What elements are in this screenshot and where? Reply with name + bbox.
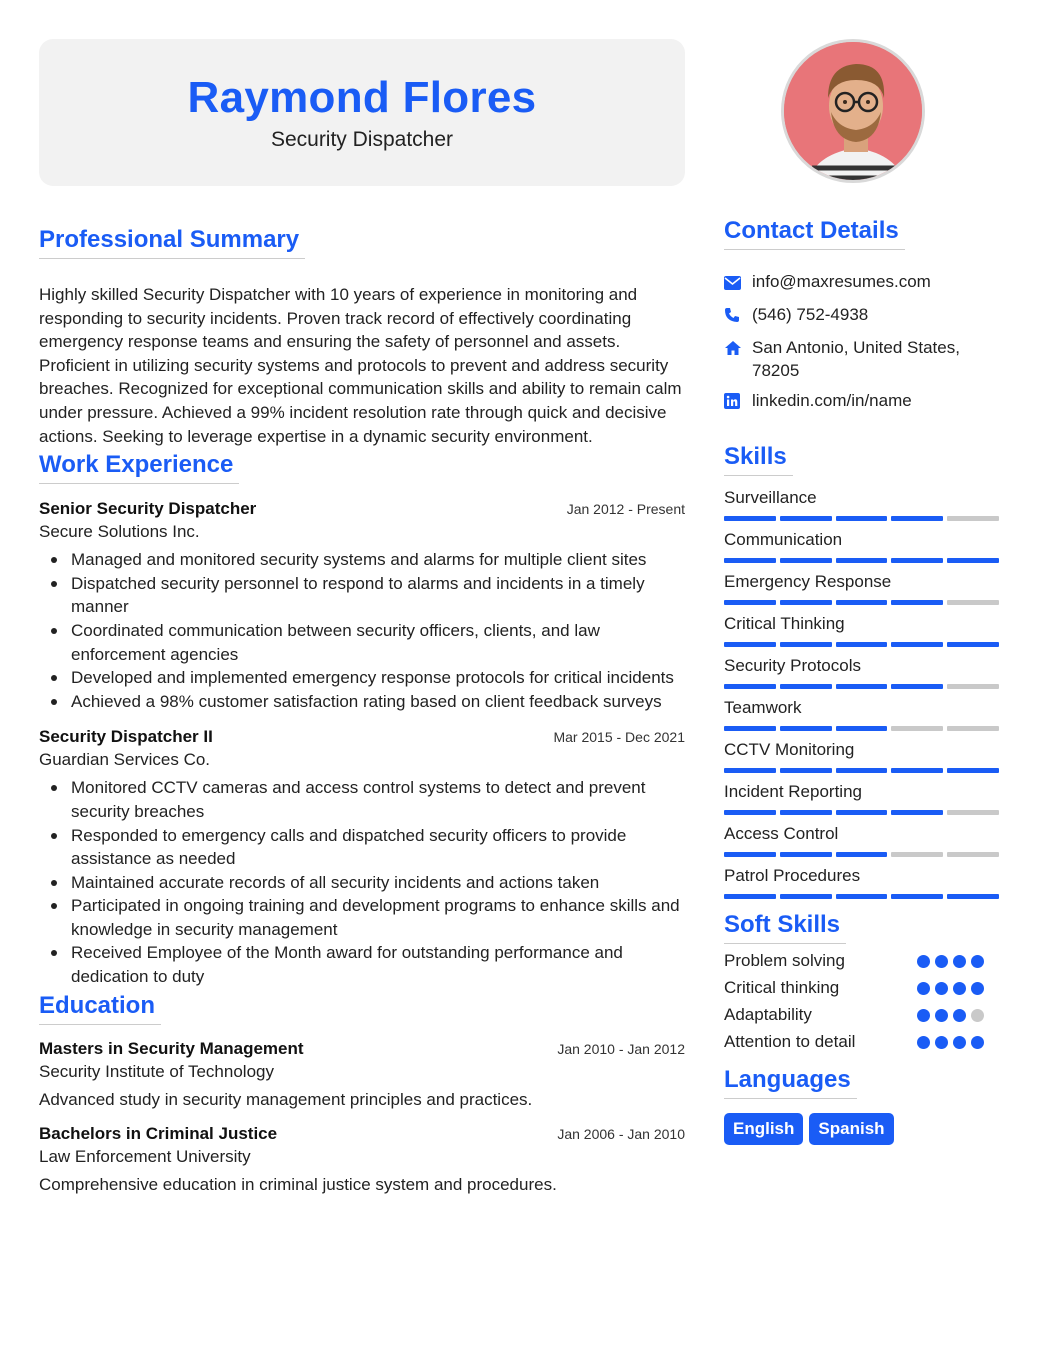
contact-phone[interactable] xyxy=(724,303,1004,329)
skill-level-segment xyxy=(947,684,999,689)
skill-level-segment xyxy=(891,642,943,647)
skill-level-bar xyxy=(724,642,999,647)
education-section xyxy=(39,992,685,1195)
skill-level-segment xyxy=(780,684,832,689)
skill-level-segment xyxy=(891,810,943,815)
skill-item xyxy=(724,530,1004,563)
skill-name: Surveillance xyxy=(724,488,817,507)
skills-section xyxy=(724,443,1004,899)
soft-skill-rating xyxy=(917,982,984,995)
job-company: Secure Solutions Inc. xyxy=(39,522,200,542)
avatar xyxy=(781,39,925,183)
skill-level-segment xyxy=(724,642,776,647)
skill-level-segment xyxy=(891,516,943,521)
education-date: Jan 2006 - Jan 2010 xyxy=(557,1125,685,1142)
summary-heading: Professional Summary xyxy=(39,226,305,259)
skill-level-segment xyxy=(947,894,999,899)
skill-level-segment xyxy=(724,600,776,605)
skill-level-bar xyxy=(724,558,999,563)
skill-level-segment xyxy=(780,894,832,899)
soft-skills-section xyxy=(724,911,1004,1052)
skill-level-segment xyxy=(891,852,943,857)
skill-level-segment xyxy=(780,516,832,521)
skill-level-segment xyxy=(891,558,943,563)
rating-dot xyxy=(935,1036,948,1049)
envelope-icon xyxy=(724,270,752,296)
summary-text: Highly skilled Security Dispatcher with 10 years of experience in monitoring and responding to security incidents. Proven track record of effectively coordinating emergency response teams and ensuring the safety of personnel and assets. Proficient in utilizing security systems and protocols to prevent and address security breaches. Recognized for exceptional communication skills and ability to remain calm under pressure. Achieved a 99% incident resolution rate through quick and decisive actions. Seeking to leverage expertise in a dynamic security environment. xyxy=(39,285,682,446)
rating-dot xyxy=(971,1036,984,1049)
main-column xyxy=(39,39,685,1195)
list-item: Achieved a 98% customer satisfaction rating based on client feedback surveys xyxy=(39,690,685,714)
soft-skill-name: Adaptability xyxy=(724,1005,812,1024)
list-item: Dispatched security personnel to respond to alarms and incidents in a timely manner xyxy=(39,572,685,619)
education-entry xyxy=(39,1124,685,1195)
skill-level-segment xyxy=(891,768,943,773)
soft-skill-item xyxy=(724,1032,984,1052)
job-bullets xyxy=(39,776,685,988)
skill-level-segment xyxy=(947,642,999,647)
experience-heading: Work Experience xyxy=(39,451,239,484)
job-role: Security Dispatcher II xyxy=(39,727,213,747)
job-entry xyxy=(39,727,685,988)
rating-dot xyxy=(953,1036,966,1049)
skill-level-segment xyxy=(947,852,999,857)
skill-level-segment xyxy=(947,600,999,605)
job-role: Senior Security Dispatcher xyxy=(39,499,257,519)
skill-level-segment xyxy=(891,726,943,731)
skill-level-segment xyxy=(836,894,888,899)
education-date: Jan 2010 - Jan 2012 xyxy=(557,1040,685,1057)
skill-item xyxy=(724,614,1004,647)
languages-section xyxy=(724,1066,1004,1145)
education-heading: Education xyxy=(39,992,161,1025)
candidate-title: Security Dispatcher xyxy=(270,127,454,151)
skill-level-segment xyxy=(891,600,943,605)
skill-level-segment xyxy=(724,726,776,731)
skill-level-segment xyxy=(780,726,832,731)
soft-skill-name: Problem solving xyxy=(724,951,845,970)
skill-level-segment xyxy=(724,516,776,521)
skill-level-segment xyxy=(836,852,888,857)
skill-level-segment xyxy=(724,894,776,899)
skill-name: Patrol Procedures xyxy=(724,866,861,885)
skill-item xyxy=(724,824,1004,857)
rating-dot xyxy=(917,955,930,968)
rating-dot xyxy=(971,982,984,995)
soft-skill-rating xyxy=(917,1036,984,1049)
skill-level-segment xyxy=(836,768,888,773)
skill-name: Critical Thinking xyxy=(724,614,845,633)
skill-item xyxy=(724,740,1004,773)
summary-section xyxy=(39,226,685,448)
rating-dot xyxy=(917,982,930,995)
skill-item xyxy=(724,488,1004,521)
skill-level-segment xyxy=(947,558,999,563)
skill-level-bar xyxy=(724,684,999,689)
soft-skill-item xyxy=(724,951,984,971)
skills-heading: Skills xyxy=(724,443,793,476)
contact-linkedin[interactable] xyxy=(724,389,1004,415)
soft-skill-rating xyxy=(917,1009,984,1022)
list-item: Participated in ongoing training and development programs to enhance skills and knowledge in security management xyxy=(39,894,685,941)
phone-icon xyxy=(724,303,752,329)
soft-skill-item xyxy=(724,1005,984,1025)
list-item: Managed and monitored security systems and alarms for multiple client sites xyxy=(39,548,685,572)
skill-level-segment xyxy=(780,852,832,857)
skill-level-bar xyxy=(724,768,999,773)
education-entry xyxy=(39,1039,685,1110)
list-item: Maintained accurate records of all security incidents and actions taken xyxy=(39,871,685,895)
home-icon xyxy=(724,336,752,362)
skill-level-segment xyxy=(947,810,999,815)
linkedin-text: linkedin.com/in/name xyxy=(752,391,912,410)
languages-list xyxy=(724,1113,1004,1145)
list-item: Received Employee of the Month award for outstanding performance and dedication to duty xyxy=(39,941,685,988)
contact-heading: Contact Details xyxy=(724,217,905,250)
skill-name: Security Protocols xyxy=(724,656,861,675)
language-badge: Spanish xyxy=(809,1113,893,1145)
skill-level-segment xyxy=(724,684,776,689)
skill-level-segment xyxy=(724,768,776,773)
degree-name: Bachelors in Criminal Justice xyxy=(39,1123,278,1143)
language-badge: English xyxy=(724,1113,803,1145)
skill-level-segment xyxy=(836,600,888,605)
rating-dot xyxy=(953,1009,966,1022)
rating-dot xyxy=(953,982,966,995)
skill-level-segment xyxy=(891,894,943,899)
skill-level-segment xyxy=(780,810,832,815)
header-card xyxy=(39,39,685,186)
sidebar-column xyxy=(724,39,1004,1145)
skill-name: Access Control xyxy=(724,824,839,843)
linkedin-icon xyxy=(724,389,752,415)
soft-skill-name: Attention to detail xyxy=(724,1032,856,1051)
skill-level-segment xyxy=(836,558,888,563)
soft-skills-list xyxy=(724,951,1004,1052)
person-photo-icon xyxy=(784,42,925,183)
skill-item xyxy=(724,572,1004,605)
soft-skill-name: Critical thinking xyxy=(724,978,840,997)
skill-level-segment xyxy=(836,726,888,731)
skills-list xyxy=(724,488,1004,899)
skill-level-segment xyxy=(836,810,888,815)
phone-text: (546) 752-4938 xyxy=(752,305,869,324)
contact-section xyxy=(724,217,1004,415)
skill-level-bar xyxy=(724,726,999,731)
skill-name: Teamwork xyxy=(724,698,802,717)
skill-level-segment xyxy=(780,642,832,647)
skill-level-segment xyxy=(891,684,943,689)
skill-level-segment xyxy=(724,852,776,857)
skill-level-bar xyxy=(724,852,999,857)
skill-level-segment xyxy=(836,642,888,647)
languages-heading: Languages xyxy=(724,1066,857,1099)
skill-item xyxy=(724,698,1004,731)
candidate-name: Raymond Flores xyxy=(187,72,537,122)
skill-level-segment xyxy=(947,516,999,521)
skill-level-segment xyxy=(780,600,832,605)
skill-level-bar xyxy=(724,600,999,605)
skill-level-segment xyxy=(780,558,832,563)
rating-dot xyxy=(953,955,966,968)
job-entry xyxy=(39,499,685,713)
experience-section xyxy=(39,451,685,989)
job-bullets xyxy=(39,548,685,713)
soft-skill-rating xyxy=(917,955,984,968)
skill-level-segment xyxy=(780,768,832,773)
rating-dot xyxy=(935,955,948,968)
soft-skills-heading: Soft Skills xyxy=(724,911,846,944)
list-item: Monitored CCTV cameras and access control systems to detect and prevent security breaches xyxy=(39,776,685,823)
contact-address xyxy=(724,336,1004,382)
education-description: Advanced study in security management principles and practices. xyxy=(39,1089,533,1109)
skill-level-bar xyxy=(724,810,999,815)
job-date: Mar 2015 - Dec 2021 xyxy=(553,729,685,746)
skill-level-segment xyxy=(724,558,776,563)
skill-name: Emergency Response xyxy=(724,572,892,591)
school-name: Law Enforcement University xyxy=(39,1146,251,1166)
rating-dot xyxy=(917,1009,930,1022)
education-description: Comprehensive education in criminal justice system and procedures. xyxy=(39,1174,557,1194)
email-text: info@maxresumes.com xyxy=(752,272,931,291)
skill-name: Incident Reporting xyxy=(724,782,862,801)
rating-dot xyxy=(971,955,984,968)
skill-item xyxy=(724,866,1004,899)
skill-level-bar xyxy=(724,894,999,899)
skill-item xyxy=(724,782,1004,815)
skill-level-segment xyxy=(836,684,888,689)
skill-level-segment xyxy=(724,810,776,815)
contact-email[interactable] xyxy=(724,270,1004,296)
list-item: Developed and implemented emergency response protocols for critical incidents xyxy=(39,666,685,690)
list-item: Coordinated communication between security officers, clients, and law enforcement agencies xyxy=(39,619,685,666)
job-date: Jan 2012 - Present xyxy=(566,501,685,518)
school-name: Security Institute of Technology xyxy=(39,1061,274,1081)
skill-name: Communication xyxy=(724,530,843,549)
job-company: Guardian Services Co. xyxy=(39,750,211,770)
rating-dot xyxy=(935,1009,948,1022)
skill-level-segment xyxy=(947,768,999,773)
skill-item xyxy=(724,656,1004,689)
rating-dot xyxy=(971,1009,984,1022)
skill-level-segment xyxy=(836,516,888,521)
rating-dot xyxy=(917,1036,930,1049)
skill-name: CCTV Monitoring xyxy=(724,740,855,759)
skill-level-segment xyxy=(947,726,999,731)
degree-name: Masters in Security Management xyxy=(39,1038,304,1058)
soft-skill-item xyxy=(724,978,984,998)
list-item: Responded to emergency calls and dispatched security officers to provide assistance as needed xyxy=(39,824,685,871)
address-text: San Antonio, United States, 78205 xyxy=(752,338,960,380)
rating-dot xyxy=(935,982,948,995)
skill-level-bar xyxy=(724,516,999,521)
